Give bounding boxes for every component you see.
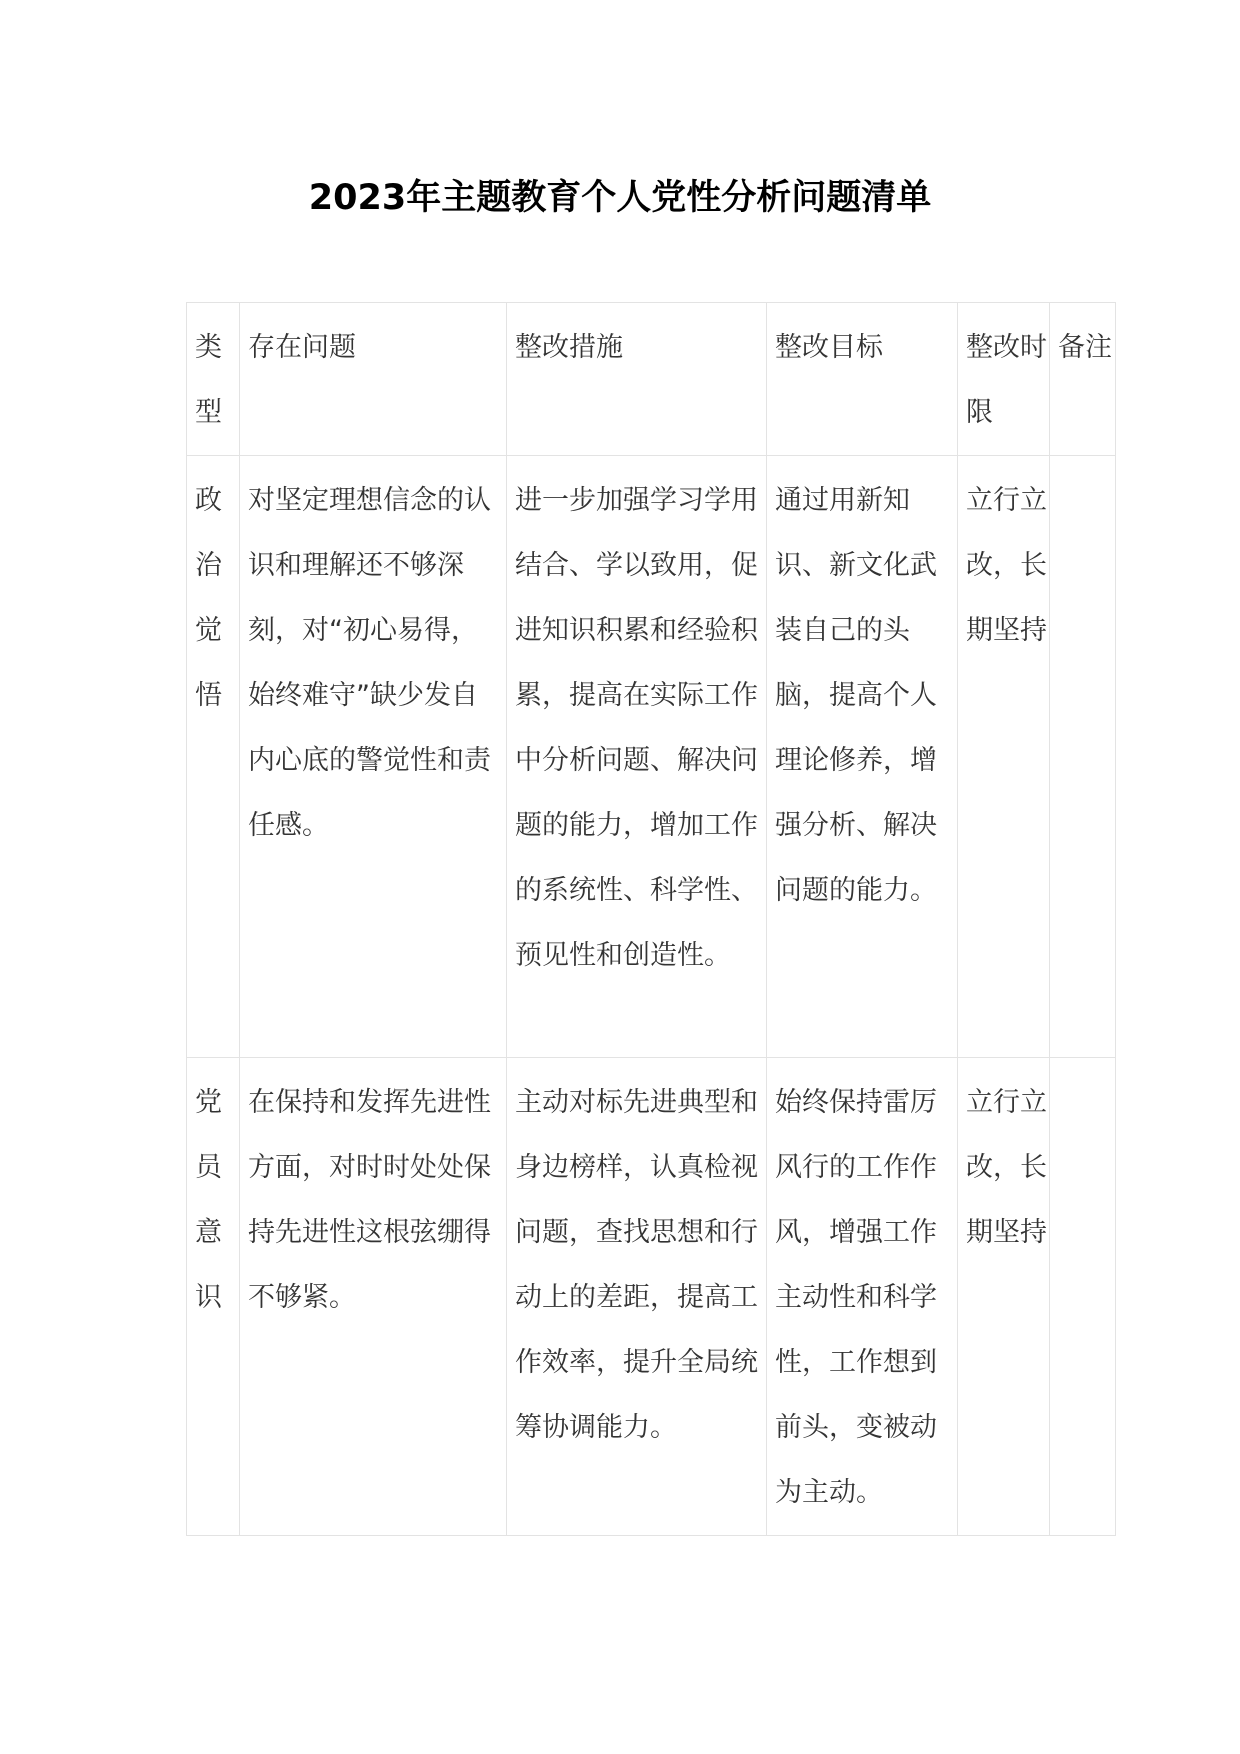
- header-goal: 整改目标: [767, 303, 958, 456]
- cell-measures: 进一步加强学习学用结合、学以致用，促进知识积累和经验积累，提高在实际工作中分析问题、解决问题的能力，增加工作的系统性、科学性、预见性和创造性。: [507, 456, 767, 1058]
- header-type: 类型: [187, 303, 240, 456]
- cell-type: 党员意识: [187, 1058, 240, 1536]
- table-header-row: [187, 303, 1116, 456]
- cell-note: [1050, 1058, 1116, 1536]
- table-row: [187, 456, 1116, 1058]
- issue-table: [186, 302, 1116, 1536]
- cell-deadline: 立行立改，长期坚持: [958, 456, 1050, 1058]
- cell-deadline: 立行立改，长期坚持: [958, 1058, 1050, 1536]
- cell-goal: 始终保持雷厉风行的工作作风，增强工作主动性和科学性，工作想到前头，变被动为主动。: [767, 1058, 958, 1536]
- cell-type: 政治觉悟: [187, 456, 240, 1058]
- page-title: 2023年主题教育个人党性分析问题清单: [308, 178, 932, 218]
- header-problem: 存在问题: [240, 303, 507, 456]
- header-note: 备注: [1050, 303, 1116, 456]
- header-deadline: 整改时限: [958, 303, 1050, 456]
- cell-note: [1050, 456, 1116, 1058]
- table-row: [187, 1058, 1116, 1536]
- cell-goal: 通过用新知识、新文化武装自己的头脑，提高个人理论修养，增强分析、解决问题的能力。: [767, 456, 958, 1058]
- header-measures: 整改措施: [507, 303, 767, 456]
- cell-problem: 在保持和发挥先进性方面，对时时处处保持先进性这根弦绷得不够紧。: [240, 1058, 507, 1536]
- cell-measures: 主动对标先进典型和身边榜样，认真检视问题，查找思想和行动上的差距，提高工作效率，提升全局统筹协调能力。: [507, 1058, 767, 1536]
- cell-problem: 对坚定理想信念的认识和理解还不够深刻，对“初心易得，始终难守”缺少发自内心底的警觉性和责任感。: [240, 456, 507, 1058]
